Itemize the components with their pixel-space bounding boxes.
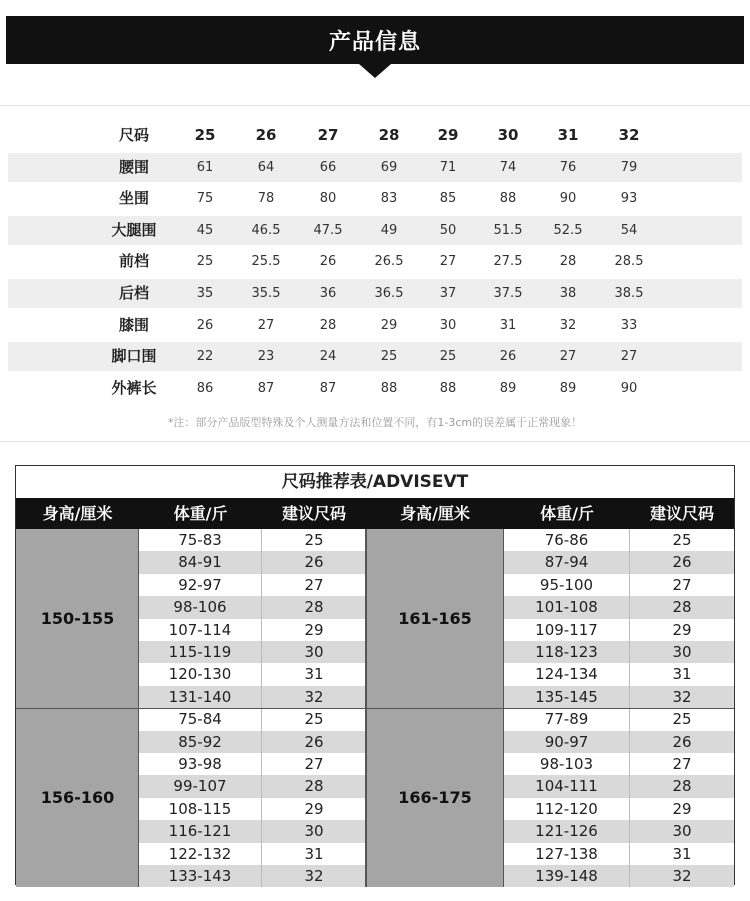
recommend-row: [504, 641, 734, 663]
recommended-size-cell: 29: [672, 799, 692, 818]
spec-row: [8, 279, 742, 308]
spec-row-label: 脚口围: [111, 347, 157, 366]
spec-value: 25: [439, 349, 457, 365]
size-column-header: 25: [194, 126, 216, 144]
column-header-weight: 体重/斤: [540, 504, 594, 523]
recommended-size-cell: 32: [304, 867, 324, 885]
recommended-size-cell: 30: [304, 822, 324, 841]
spec-value: 36.5: [374, 286, 404, 301]
spec-value: 78: [257, 191, 275, 207]
divider: [0, 441, 750, 442]
spec-value: 35: [196, 286, 214, 301]
weight-range-cell: 139-148: [504, 865, 630, 887]
spec-value: 22: [196, 349, 214, 365]
recommend-row: [504, 663, 734, 685]
spec-value: 88: [439, 380, 457, 396]
recommended-size-cell: 32: [672, 687, 692, 706]
spec-value: 90: [559, 191, 577, 207]
recommend-row: [504, 551, 734, 573]
weight-range-cell: 121-126: [504, 820, 630, 842]
spec-value: 27: [257, 317, 275, 333]
recommend-row: [504, 731, 734, 753]
recommended-size-cell: 30: [672, 643, 692, 661]
recommended-size-cell: 31: [304, 844, 324, 863]
recommend-row: [139, 574, 366, 596]
spec-value: 64: [257, 159, 275, 175]
spec-row: [8, 374, 742, 403]
weight-range-cell: 107-114: [139, 619, 262, 641]
weight-range-cell: 84-91: [139, 551, 262, 573]
spec-value: 35.5: [251, 286, 281, 301]
recommend-row: [139, 619, 366, 641]
spec-row-label: 外裤长: [111, 378, 157, 397]
spec-row: [8, 247, 742, 276]
weight-range-cell: 98-106: [139, 596, 262, 618]
table-divider: [503, 529, 504, 887]
recommend-row: [139, 686, 366, 708]
recommend-row: [139, 820, 366, 842]
spec-value: 29: [380, 317, 398, 333]
spec-value: 28: [559, 254, 577, 270]
weight-range-cell: 92-97: [139, 574, 262, 596]
spec-value: 88: [380, 380, 398, 396]
spec-value: 32: [559, 317, 577, 333]
weight-range-cell: 112-120: [504, 798, 630, 820]
spec-value: 36: [319, 286, 337, 301]
spec-value: 90: [620, 380, 638, 396]
weight-range-cell: 127-138: [504, 843, 630, 865]
weight-range-cell: 75-84: [139, 708, 262, 730]
recommended-size-cell: 25: [672, 531, 692, 549]
spec-value: 46.5: [251, 222, 281, 238]
spec-value: 27: [559, 349, 577, 365]
spec-value: 75: [196, 191, 214, 207]
weight-range-cell: 75-83: [139, 529, 262, 551]
height-range-cell: 161-165: [366, 529, 504, 708]
recommend-row: [139, 843, 366, 865]
size-column-header: 27: [317, 126, 339, 144]
spec-value: 25: [196, 254, 214, 270]
spec-value: 50: [439, 222, 457, 238]
size-column-header: 28: [378, 126, 400, 144]
spec-value: 88: [499, 191, 517, 207]
recommend-table-title: 尺码推荐表/ADVISEVT: [281, 472, 469, 492]
recommend-row: [504, 775, 734, 797]
recommended-size-cell: 27: [304, 755, 324, 773]
weight-range-cell: 135-145: [504, 686, 630, 708]
spec-row: [8, 342, 742, 371]
divider: [0, 105, 750, 106]
recommended-size-cell: 32: [304, 687, 324, 706]
size-recommend-table: [15, 465, 735, 885]
spec-value: 86: [196, 380, 214, 396]
spec-value: 85: [439, 191, 457, 207]
measurement-note: *注：部分产品版型特殊及个人测量方法和位置不同，有1-3cm的误差属于正常现象！: [167, 416, 583, 429]
weight-range-cell: 99-107: [139, 775, 262, 797]
recommended-size-cell: 28: [304, 598, 324, 617]
height-range-cell: 166-175: [366, 708, 504, 887]
recommended-size-cell: 26: [304, 732, 324, 751]
height-range-cell: 156-160: [16, 708, 139, 887]
spec-row-label: 后档: [118, 284, 149, 302]
spec-value: 25: [380, 349, 398, 365]
recommended-size-cell: 26: [304, 553, 324, 572]
spec-value: 26: [499, 349, 517, 365]
weight-range-cell: 101-108: [504, 596, 630, 618]
spec-value: 28: [319, 317, 337, 333]
spec-row-label: 大腿围: [111, 220, 157, 239]
size-column-header: 29: [437, 126, 459, 144]
spec-row-label: 坐围: [118, 189, 149, 208]
spec-row: [8, 184, 742, 213]
spec-value: 71: [439, 159, 457, 175]
recommended-size-cell: 25: [304, 710, 324, 729]
recommend-row: [504, 708, 734, 730]
recommended-size-cell: 25: [304, 531, 324, 549]
recommend-row: [139, 641, 366, 663]
spec-value: 76: [559, 159, 577, 175]
recommend-row: [139, 753, 366, 775]
spec-value: 27: [439, 254, 457, 270]
recommend-row: [504, 798, 734, 820]
recommend-row: [504, 529, 734, 551]
spec-row-label: 前档: [118, 252, 149, 271]
recommended-size-cell: 30: [672, 822, 692, 841]
weight-range-cell: 108-115: [139, 798, 262, 820]
recommended-size-cell: 31: [672, 665, 692, 684]
recommend-row: [504, 843, 734, 865]
spec-value: 54: [620, 222, 638, 238]
spec-value: 27: [620, 349, 638, 365]
recommended-size-cell: 30: [304, 643, 324, 661]
spec-value: 83: [380, 191, 398, 207]
spec-value: 49: [380, 222, 398, 238]
spec-value: 26: [319, 254, 337, 270]
spec-value: 28.5: [614, 254, 644, 270]
height-range-cell: 150-155: [16, 529, 139, 708]
size-column-header: 26: [255, 126, 277, 144]
recommend-row: [139, 708, 366, 730]
spec-row-label: 膝围: [118, 315, 149, 334]
recommend-row: [139, 775, 366, 797]
recommend-row: [504, 865, 734, 887]
recommend-row: [504, 574, 734, 596]
recommend-row: [139, 596, 366, 618]
recommend-row: [504, 686, 734, 708]
spec-value: 47.5: [313, 222, 343, 238]
spec-value: 74: [499, 159, 517, 175]
recommend-row: [139, 731, 366, 753]
spec-value: 51.5: [493, 222, 523, 238]
size-column-header: 30: [497, 126, 519, 144]
recommended-size-cell: 32: [672, 867, 692, 885]
spec-value: 24: [319, 349, 337, 365]
spec-value: 69: [380, 159, 398, 175]
spec-value: 37: [439, 286, 457, 301]
recommend-row: [139, 529, 366, 551]
spec-value: 52.5: [553, 222, 583, 238]
spec-value: 33: [620, 317, 638, 333]
weight-range-cell: 124-134: [504, 663, 630, 685]
recommended-size-cell: 28: [672, 777, 692, 796]
recommend-row: [504, 619, 734, 641]
spec-row: [8, 153, 742, 182]
recommend-table-header: [16, 498, 734, 529]
column-header-weight: 体重/斤: [173, 504, 228, 523]
spec-value: 30: [439, 317, 457, 333]
banner-pointer: [359, 64, 391, 78]
table-divider: [16, 708, 734, 709]
spec-header-label: 尺码: [118, 126, 149, 144]
recommended-size-cell: 29: [304, 799, 324, 818]
recommend-row: [139, 663, 366, 685]
spec-row: [8, 311, 742, 340]
recommend-row: [504, 753, 734, 775]
spec-value: 25.5: [251, 254, 281, 270]
spec-value: 23: [257, 349, 275, 365]
recommended-size-cell: 27: [304, 575, 324, 594]
column-header-height: 身高/厘米: [400, 504, 470, 523]
spec-value: 93: [620, 191, 638, 207]
spec-value: 87: [319, 380, 337, 396]
table-divider: [365, 529, 367, 887]
spec-value: 89: [499, 380, 517, 396]
size-column-header: 31: [557, 126, 579, 144]
spec-row: [8, 216, 742, 245]
weight-range-cell: 109-117: [504, 619, 630, 641]
weight-range-cell: 104-111: [504, 775, 630, 797]
spec-value: 26: [196, 317, 214, 333]
weight-range-cell: 87-94: [504, 551, 630, 573]
size-column-header: 32: [618, 126, 640, 144]
weight-range-cell: 98-103: [504, 753, 630, 775]
table-divider: [138, 529, 139, 887]
column-header-height: 身高/厘米: [42, 504, 113, 523]
column-header-size: 建议尺码: [649, 504, 714, 523]
weight-range-cell: 93-98: [139, 753, 262, 775]
recommended-size-cell: 26: [672, 553, 692, 572]
section-title: 产品信息: [328, 29, 421, 55]
spec-value: 45: [196, 222, 214, 238]
recommended-size-cell: 25: [672, 710, 692, 729]
spec-value: 66: [319, 159, 337, 175]
recommend-row: [139, 798, 366, 820]
weight-range-cell: 131-140: [139, 686, 262, 708]
recommended-size-cell: 31: [672, 844, 692, 863]
spec-value: 26.5: [374, 254, 404, 270]
weight-range-cell: 85-92: [139, 731, 262, 753]
weight-range-cell: 120-130: [139, 663, 262, 685]
spec-value: 37.5: [493, 286, 523, 301]
recommend-row: [139, 865, 366, 887]
recommended-size-cell: 27: [672, 755, 692, 773]
spec-value: 27.5: [493, 254, 523, 270]
weight-range-cell: 133-143: [139, 865, 262, 887]
weight-range-cell: 95-100: [504, 574, 630, 596]
spec-value: 38: [559, 286, 577, 301]
spec-value: 38.5: [614, 286, 644, 301]
recommended-size-cell: 26: [672, 732, 692, 751]
weight-range-cell: 76-86: [504, 529, 630, 551]
weight-range-cell: 77-89: [504, 708, 630, 730]
recommended-size-cell: 29: [304, 620, 324, 639]
spec-value: 89: [559, 380, 577, 396]
recommend-row: [139, 551, 366, 573]
recommended-size-cell: 28: [304, 777, 324, 796]
spec-value: 80: [319, 191, 337, 207]
recommended-size-cell: 28: [672, 598, 692, 617]
spec-value: 87: [257, 380, 275, 396]
weight-range-cell: 118-123: [504, 641, 630, 663]
recommended-size-cell: 29: [672, 620, 692, 639]
spec-value: 31: [499, 317, 517, 333]
section-header-banner: [6, 16, 744, 64]
spec-header-row: [8, 121, 742, 150]
weight-range-cell: 116-121: [139, 820, 262, 842]
spec-value: 61: [196, 159, 214, 175]
weight-range-cell: 122-132: [139, 843, 262, 865]
weight-range-cell: 115-119: [139, 641, 262, 663]
recommend-row: [504, 820, 734, 842]
column-header-size: 建议尺码: [281, 504, 346, 523]
spec-value: 79: [620, 159, 638, 175]
recommend-row: [504, 596, 734, 618]
recommended-size-cell: 31: [304, 665, 324, 684]
recommended-size-cell: 27: [672, 575, 692, 594]
spec-row-label: 腰围: [118, 157, 149, 176]
weight-range-cell: 90-97: [504, 731, 630, 753]
